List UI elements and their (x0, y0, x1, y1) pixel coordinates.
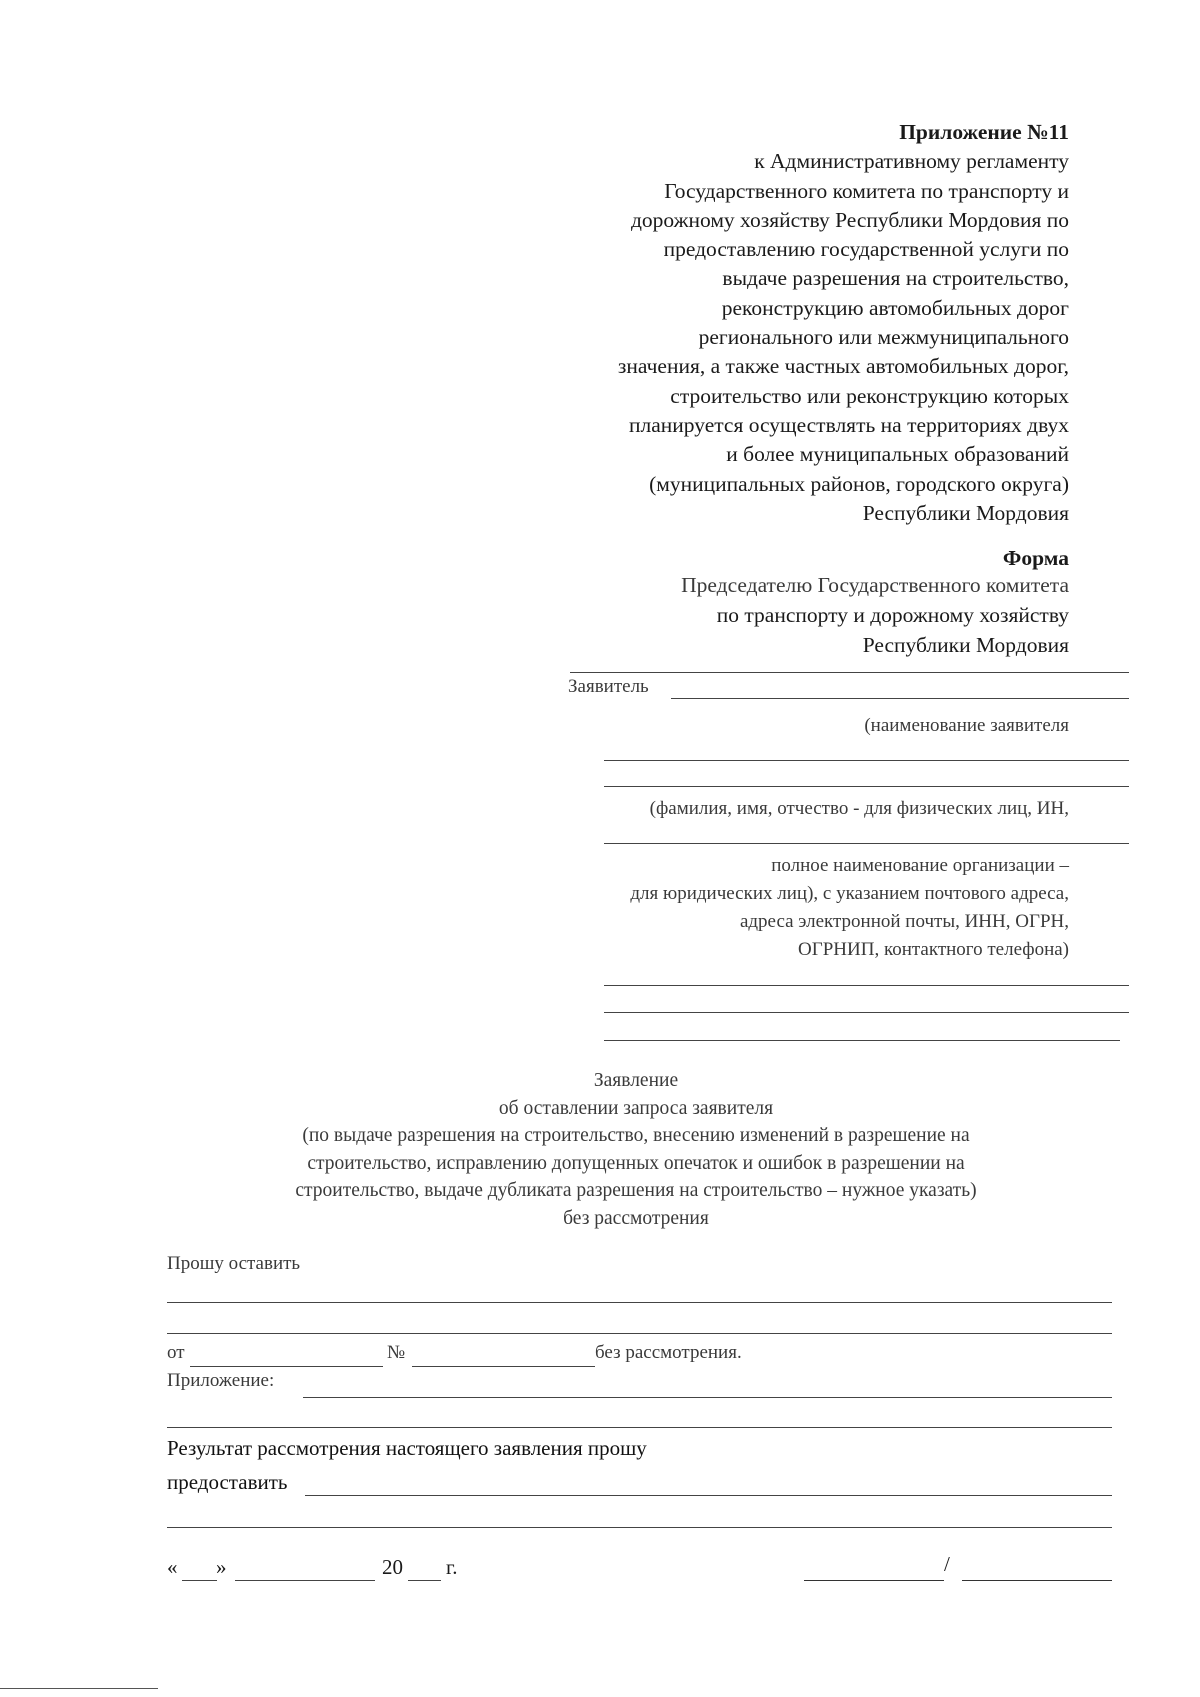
from-label: от (167, 1342, 185, 1363)
statement-line: строительство, исправлению допущенных опечаток и ошибок в разрешении на (307, 1152, 965, 1174)
addressee-line: по транспорту и дорожному хозяйству (716, 603, 1069, 627)
statement-line: строительство, выдаче дубликата разрешения на строительство – нужное указать) (295, 1180, 977, 1201)
applicant-field-line[interactable] (604, 786, 1129, 787)
appendix-line: Республики Мордовия (862, 500, 1069, 525)
appendix-line: значения, а также частных автомобильных дорог, (617, 354, 1069, 379)
appendix-line: дорожному хозяйству Республики Мордовия по (630, 207, 1069, 232)
hint-org (630, 852, 1069, 964)
appendix-header (509, 118, 1069, 528)
hint-org-line: адреса электронной почты, ИНН, ОГРН, (739, 911, 1069, 932)
applicant-field-line[interactable] (604, 843, 1129, 844)
attachment-field[interactable] (303, 1397, 1112, 1398)
appendix-line: и более муниципальных образований (726, 442, 1069, 467)
quote-close: » (216, 1555, 227, 1579)
date-field[interactable] (190, 1366, 383, 1367)
attachment-label: Приложение: (167, 1370, 275, 1391)
request-text: Прошу оставить (167, 1253, 301, 1274)
result-text-line1: Результат рассмотрения настоящего заявления прошу (167, 1436, 647, 1460)
addressee-block (549, 570, 1069, 660)
addressee-blank-line[interactable] (570, 672, 1129, 673)
month-field[interactable] (235, 1580, 375, 1581)
statement-line: без рассмотрения (563, 1207, 709, 1229)
addressee-line: Республики Мордовия (862, 633, 1069, 657)
applicant-field-line[interactable] (604, 760, 1129, 761)
statement-line: (по выдаче разрешения на строительство, внесению изменений в разрешение на (302, 1125, 970, 1146)
number-label: № (387, 1342, 406, 1363)
year-field[interactable] (408, 1580, 441, 1581)
applicant-name-field[interactable] (671, 698, 1129, 699)
applicant-label: Заявитель (568, 676, 649, 697)
applicant-field-line[interactable] (604, 1012, 1129, 1013)
appendix-line: строительство или реконструкцию которых (670, 383, 1069, 408)
appendix-line: (муниципальных районов, городского округа) (649, 471, 1069, 496)
appendix-line: выдаче разрешения на строительство, (722, 266, 1069, 291)
applicant-field-line[interactable] (604, 1040, 1120, 1041)
request-field-line[interactable] (167, 1302, 1112, 1303)
signature-slash: / (944, 1552, 950, 1576)
signature-field[interactable] (804, 1580, 944, 1581)
appendix-line: реконструкцию автомобильных дорог (721, 295, 1069, 320)
appendix-line: к Административному регламенту (754, 149, 1069, 174)
footer-mark (0, 1688, 158, 1689)
quote-open: « (167, 1555, 178, 1579)
statement-line: об оставлении запроса заявителя (498, 1097, 774, 1119)
form-label: Форма (1002, 546, 1069, 570)
appendix-line: регионального или межмуниципального (698, 325, 1069, 350)
number-field[interactable] (412, 1366, 595, 1367)
applicant-field-line[interactable] (604, 985, 1129, 986)
appendix-line: предоставлению государственной услуги по (663, 237, 1069, 262)
statement-title: Заявление (593, 1070, 679, 1091)
result-text-line2: предоставить (167, 1470, 288, 1494)
request-field-line[interactable] (167, 1333, 1112, 1334)
year-suffix: г. (446, 1555, 458, 1579)
appendix-line: Государственного комитета по транспорту и (664, 178, 1069, 203)
signature-name-field[interactable] (962, 1580, 1112, 1581)
without-review-label: без рассмотрения. (595, 1342, 742, 1363)
hint-name: (наименование заявителя (864, 715, 1069, 736)
result-field[interactable] (305, 1495, 1112, 1496)
hint-person: (фамилия, имя, отчество - для физических лиц, ИН, (649, 798, 1069, 819)
attachment-field-line[interactable] (167, 1427, 1112, 1428)
hint-org-line: полное наименование организации – (771, 855, 1069, 876)
addressee-line: Председателю Государственного комитета (681, 573, 1069, 597)
statement-heading (170, 1067, 1102, 1232)
year-prefix: 20 (382, 1555, 403, 1579)
hint-org-line: ОГРНИП, контактного телефона) (798, 939, 1069, 960)
appendix-line: планируется осуществлять на территориях двух (628, 412, 1069, 437)
day-field[interactable] (182, 1580, 217, 1581)
result-field-line[interactable] (167, 1527, 1112, 1528)
hint-org-line: для юридических лиц), с указанием почтового адреса, (630, 883, 1069, 904)
appendix-title: Приложение №11 (899, 120, 1069, 144)
